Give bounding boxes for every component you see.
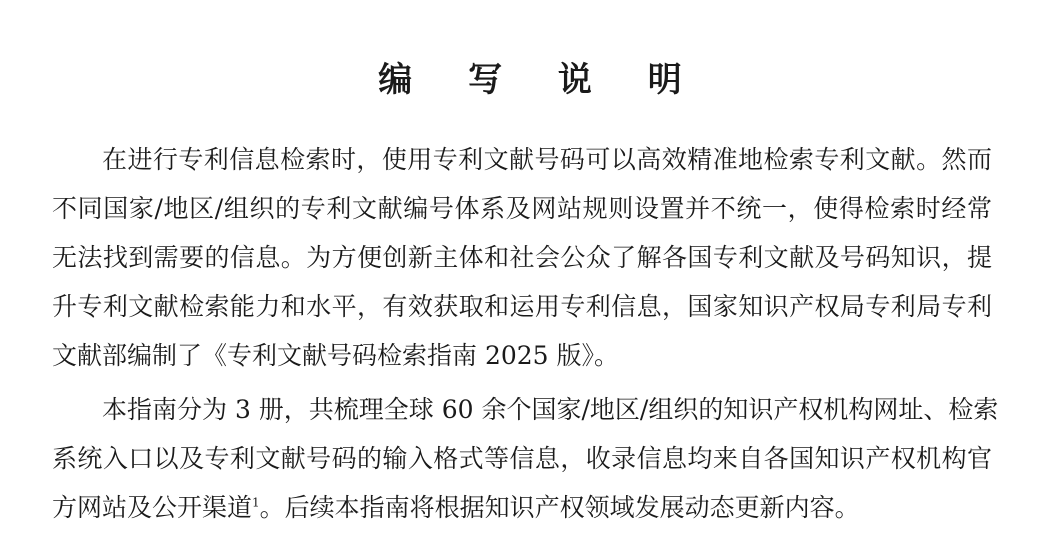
paragraph-line: 在进行专利信息检索时，使用专利文献号码可以高效精准地检索专利文献。然而 — [102, 145, 992, 174]
paragraph-line: 无法找到需要的信息。为方便创新主体和社会公众了解各国专利文献及号码知识，提 — [52, 243, 992, 272]
paragraph-line: 系统入口以及专利文献号码的输入格式等信息，收录信息均来自各国知识产权机构官 — [52, 444, 992, 473]
paragraph-line: 升专利文献检索能力和水平，有效获取和运用专利信息，国家知识产权局专利局专利 — [52, 292, 992, 321]
paragraph-line: 不同国家/地区/组织的专利文献编号体系及网站规则设置并不统一，使得检索时经常 — [52, 194, 992, 223]
page-title: 编 写 说 明 — [378, 60, 704, 100]
paragraph-line — [52, 491, 992, 525]
footnote-marker: 1 — [252, 495, 260, 510]
line-text: 。后续本指南将根据知识产权领域发展动态更新内容。 — [259, 493, 860, 522]
line-text: 方网站及公开渠道 — [52, 493, 253, 522]
paragraph-line: 文献部编制了《专利文献号码检索指南 2025 版》。 — [52, 341, 620, 370]
paragraph-line: 本指南分为 3 册，共梳理全球 60 余个国家/地区/组织的知识产权机构网址、检索 — [102, 395, 999, 424]
